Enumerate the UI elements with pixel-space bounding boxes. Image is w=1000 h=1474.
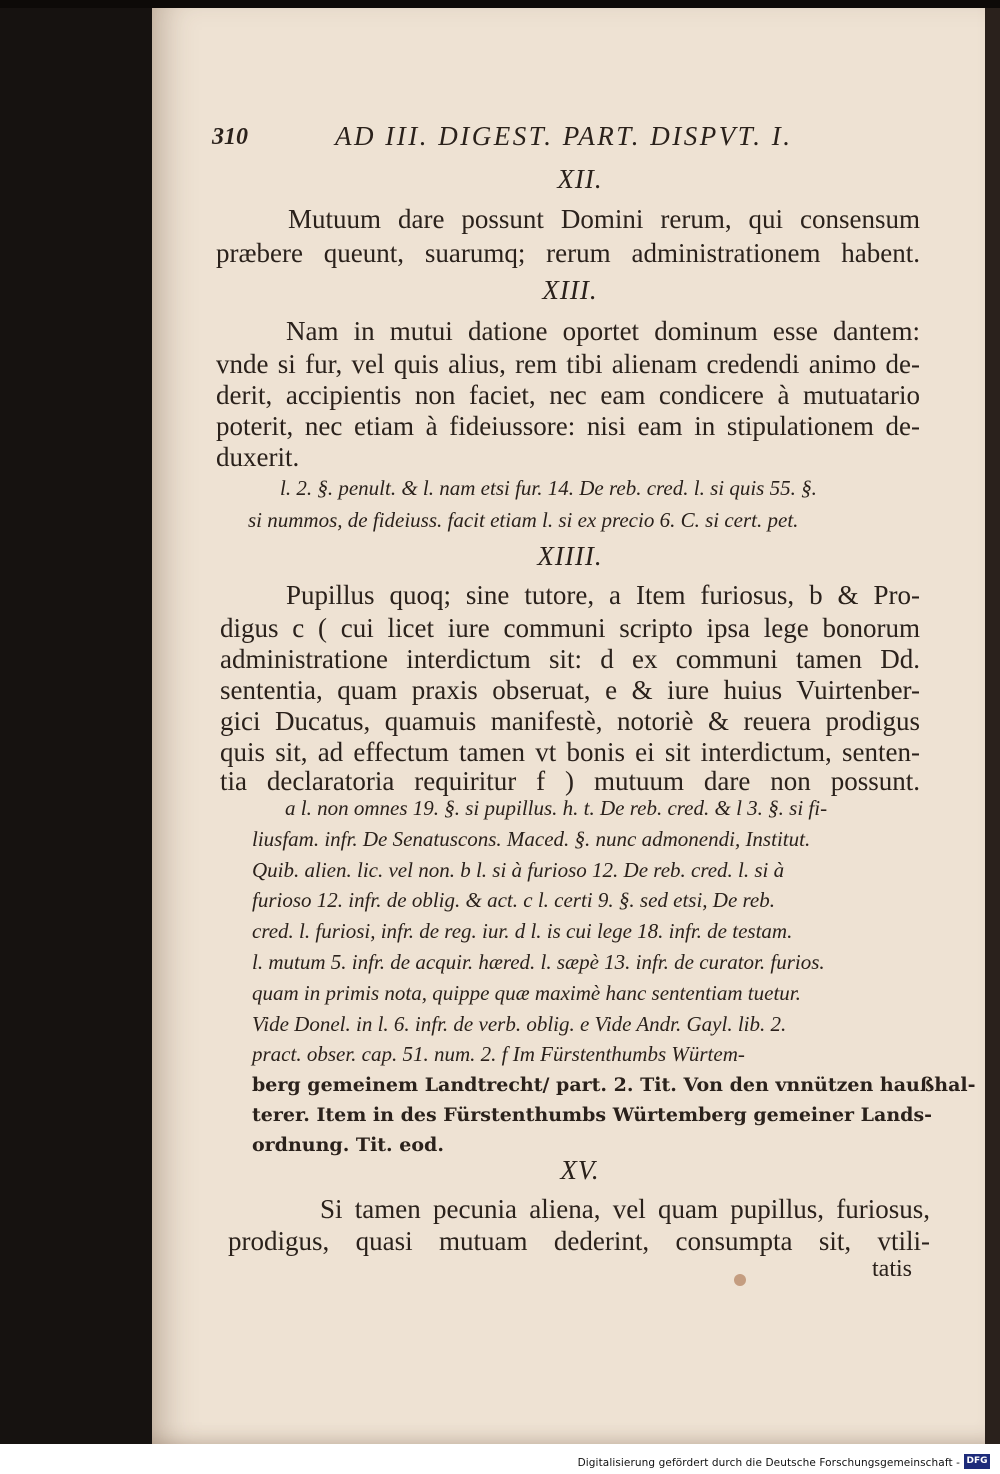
text-line: digus c ( cui licet iure communi scripto ipsa lege bonorum — [220, 613, 920, 643]
text-line: Mutuum dare possunt Domini rerum, qui consensum — [288, 204, 920, 234]
section-heading-xv: XV. — [560, 1155, 600, 1185]
footnote-line: furioso 12. infr. de oblig. & act. c l. certi 9. §. sed etsi, De reb. — [252, 888, 776, 912]
text-line: præbere queunt, suarumq; rerum administrationem habent. — [216, 238, 920, 268]
scan-top-border — [0, 0, 1000, 8]
text-line: poterit, nec etiam à fideiussore: nisi eam in stipulationem de- — [216, 411, 920, 441]
footnote-line-fraktur: ordnung. Tit. eod. — [252, 1134, 444, 1156]
page-number: 310 — [212, 124, 248, 150]
footnote-line: si nummos, de fideiuss. facit etiam l. si ex precio 6. C. si cert. pet. — [248, 508, 799, 532]
footnote-line-fraktur: terer. Item in des Fürstenthumbs Würtemberg gemeiner Lands- — [252, 1104, 933, 1126]
page-edge-shadow — [985, 8, 1000, 1444]
text-line: Nam in mutui datione oportet dominum esse dantem: — [286, 316, 920, 346]
text-line: prodigus, quasi mutuam dederint, consumpta sit, vtili- — [228, 1226, 930, 1256]
text-line: quis sit, ad effectum tamen vt bonis ei sit interdictum, senten- — [220, 737, 920, 767]
footnote-line: pract. obser. cap. 51. num. 2. f Im Fürstenthumbs Würtem- — [252, 1042, 745, 1066]
text-line: vnde si fur, vel quis alius, rem tibi alienam credendi animo de- — [216, 349, 920, 379]
footnote-line: cred. l. furiosi, infr. de reg. iur. d l. is cui lege 18. infr. de testam. — [252, 919, 793, 943]
text-line: derit, accipientis non faciet, nec eam condicere à mutuatario — [216, 380, 920, 410]
running-head: AD III. DIGEST. PART. DISPVT. I. — [335, 121, 793, 151]
paper-stain — [734, 1274, 746, 1286]
footnote-line-fraktur: berg gemeinem Landtrecht/ part. 2. Tit. Von den vnnützen haußhal- — [252, 1074, 976, 1096]
catchword: tatis — [872, 1256, 912, 1282]
text-line: Pupillus quoq; sine tutore, a Item furiosus, b & Pro- — [286, 580, 920, 610]
section-heading-xiii: XIII. — [542, 275, 598, 305]
text-line: administratione interdictum sit: d ex communi tamen Dd. — [220, 644, 920, 674]
footnote-line: a l. non omnes 19. §. si pupillus. h. t. De reb. cred. & l 3. §. si fi- — [285, 796, 828, 820]
dfg-logo: DFG — [964, 1454, 990, 1469]
section-heading-xiiii: XIIII. — [537, 541, 603, 571]
footnote-line: Quib. alien. lic. vel non. b l. si à furioso 12. De reb. cred. l. si à — [252, 858, 785, 882]
text-line: duxerit. — [216, 442, 300, 472]
text-line: sententia, quam praxis obseruat, e & iure huius Vuirtenber- — [220, 675, 920, 705]
footnote-line: liusfam. infr. De Senatuscons. Maced. §. nunc admonendi, Institut. — [252, 827, 811, 851]
footnote-line: l. mutum 5. infr. de acquir. hæred. l. sæpè 13. infr. de curator. furios. — [252, 950, 825, 974]
digitization-credit: Digitalisierung gefördert durch die Deutsche Forschungsgemeinschaft - — [577, 1457, 960, 1469]
section-heading-xii: XII. — [557, 164, 603, 194]
text-line: Si tamen pecunia aliena, vel quam pupillus, furiosus, — [320, 1194, 930, 1224]
text-line: gici Ducatus, quamuis manifestè, notoriè & reuera prodigus — [220, 706, 920, 736]
footnote-line: l. 2. §. penult. & l. nam etsi fur. 14. De reb. cred. l. si quis 55. §. — [280, 476, 817, 500]
text-line: tia declaratoria requiritur f ) mutuum dare non possunt. — [220, 766, 920, 796]
footnote-line: quam in primis nota, quippe quæ maximè hanc sententiam tuetur. — [252, 981, 801, 1005]
footnote-line: Vide Donel. in l. 6. infr. de verb. oblig. e Vide Andr. Gayl. lib. 2. — [252, 1012, 787, 1036]
